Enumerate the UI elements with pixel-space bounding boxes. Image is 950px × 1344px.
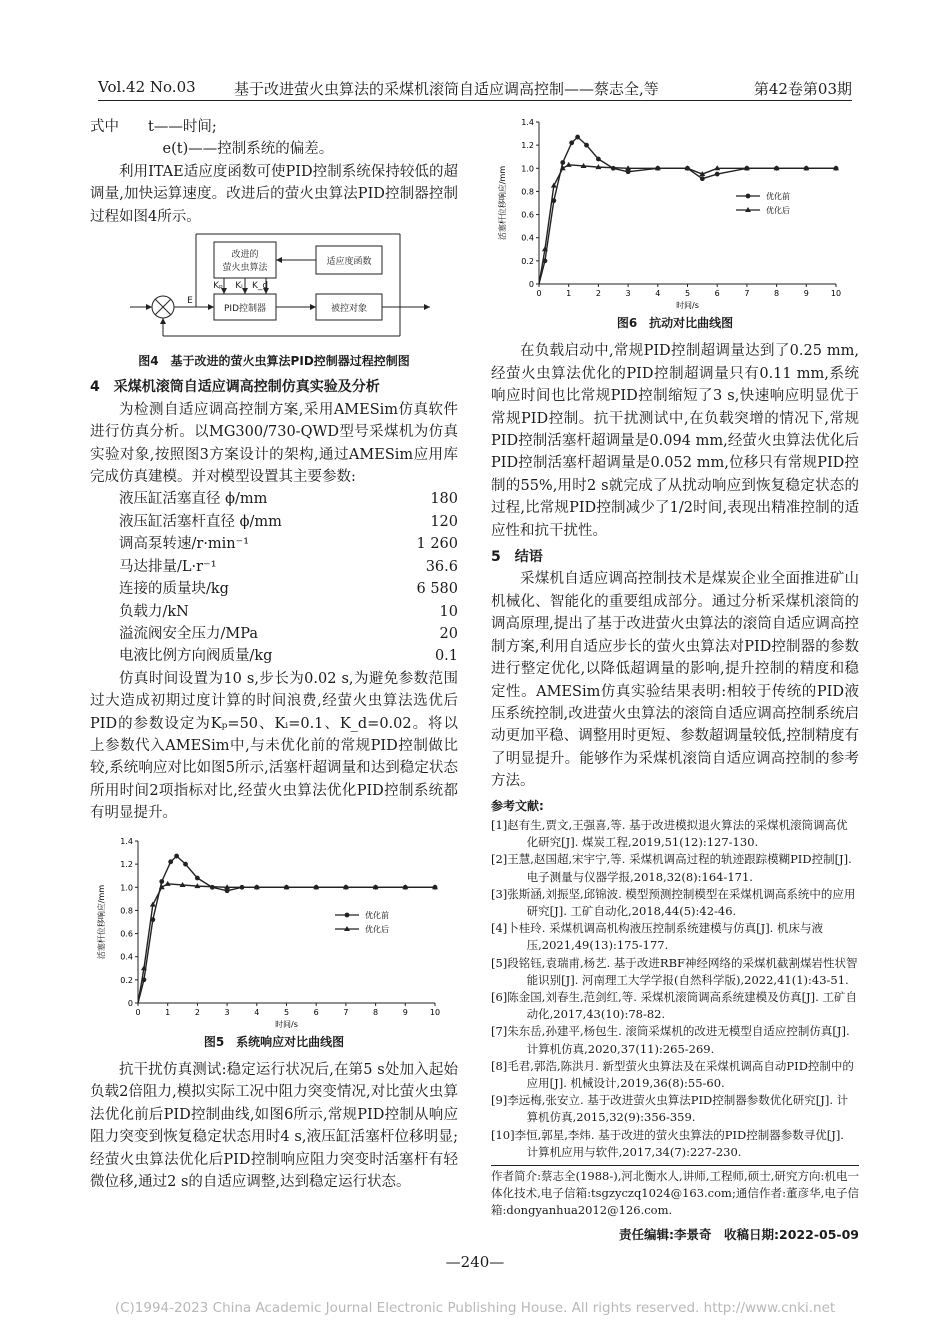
reference-item: [7]朱东岳,孙建平,杨包生. 滚筒采煤机的改进无模型自适应控制仿真[J]. 计算机仿真,2020,37(11):265-269. bbox=[491, 1024, 850, 1056]
x-tick-label: 4 bbox=[254, 1007, 260, 1017]
data-point-circle bbox=[569, 140, 574, 145]
parameter-value: 0.1 bbox=[434, 648, 458, 665]
right-column bbox=[491, 112, 859, 1246]
figure-5-chart bbox=[90, 831, 458, 1031]
paragraph-results: 在负载启动中,常规PID控制超调量达到了0.25 mm,经萤火虫算法优化的PID控制超调量只有0.11 mm,系统响应时间也比常规PID控制缩短了3 s,快速响应明显优于常规PID控制。抗干扰测试中,在负载突增的情况下,常规PID控制活塞杆超调量是0.094 mm,经萤火虫算法优化后PID控制活塞杆超调量是0.052 mm,位移只有常规PID控制的55%,用时2 s就完成了从扰动响应到恢复稳定状态的过程,比常规PID控制减少了1/2时间,表现出精准控制的适应性和抗干扰性。 bbox=[491, 343, 859, 539]
parameter-value: 1 260 bbox=[416, 536, 458, 553]
data-point-circle bbox=[174, 853, 179, 858]
header-volume: Vol.42 No.03 bbox=[98, 78, 196, 96]
figure-6-caption: 图6 抗动对比曲线图 bbox=[616, 316, 734, 330]
y-tick-label: 1.0 bbox=[521, 164, 534, 174]
parameter-row bbox=[90, 488, 458, 510]
parameter-value: 36.6 bbox=[425, 558, 458, 575]
reference-item: [10]李恒,郭星,李炜. 基于改进的萤火虫算法的PID控制器参数寻优[J]. 计算机应用与软件,2017,34(7):227-230. bbox=[491, 1127, 844, 1159]
fitness-label: 适应度函数 bbox=[326, 257, 372, 268]
legend-label: 优化前 bbox=[766, 192, 790, 201]
reference-item: [1]赵有生,贾文,王强喜,等. 基于改进模拟退火算法的采煤机滚筒调高优化研究[J]. 煤炭工程,2019,51(12):127-130. bbox=[491, 817, 848, 850]
parameter-name: 连接的质量块/kg bbox=[119, 581, 229, 598]
paragraph-amesim: 为检测自适应调高控制方案,采用AMESim仿真软件进行仿真分析。以MG300/730-QWD型号采煤机为仿真实验对象,按照图3方案设计的架构,通过AMESim应用库完成仿真建模。并对模型设置其主要参数: bbox=[90, 401, 458, 486]
error-label: E bbox=[187, 296, 193, 307]
legend-marker bbox=[345, 912, 350, 917]
y-tick-label: 1.2 bbox=[120, 859, 133, 869]
reference-item: [6]陈金国,刘春生,范剑红,等. 采煤机滚筒调高系统建模及仿真[J]. 工矿自动化,2017,43(10):78-82. bbox=[491, 989, 857, 1022]
y-axis-label: 活塞杆位移响应/mm bbox=[97, 884, 106, 959]
paragraph-disturbance: 抗干扰仿真测试:稳定运行状况后,在第5 s处加入起始负载2倍阻力,模拟实际工况中阻力突变情况,对比萤火虫算法优化前后PID控制曲线,如图6所示,常规PID控制从响应阻力突变到恢复稳定状态用时4 s,液压缸活塞杆位移明显;经萤火虫算法优化后PID控制响应阻力突变时活塞杆有轻微位移,通过2 s的自适应调整,达到稳定运行状态。 bbox=[90, 1061, 458, 1190]
parameter-name: 溢流阀安全压力/MPa bbox=[119, 625, 258, 642]
parameter-value: 180 bbox=[430, 491, 458, 508]
y-tick-label: 1.4 bbox=[120, 836, 133, 846]
data-point-circle bbox=[168, 859, 173, 864]
references-title: 参考文献: bbox=[491, 798, 544, 813]
data-point-circle bbox=[560, 160, 565, 165]
x-tick-label: 4 bbox=[655, 289, 661, 298]
y-tick-label: 0.4 bbox=[521, 233, 534, 243]
data-point-circle bbox=[195, 875, 200, 880]
reference-list bbox=[491, 817, 859, 1161]
figure-5-caption: 图5 系统响应对比曲线图 bbox=[203, 1034, 345, 1049]
y-tick-label: 0.8 bbox=[521, 187, 534, 197]
data-point-circle bbox=[159, 879, 164, 884]
x-tick-label: 0 bbox=[536, 289, 542, 298]
x-tick-label: 10 bbox=[429, 1007, 441, 1017]
y-tick-label: 0 bbox=[127, 998, 133, 1008]
reference-item: [5]段铭钰,袁瑞甫,杨艺. 基于改进RBF神经网络的采煤机截割煤岩性状智能识别[J]. 河南理工大学学报(自然科学版),2022,41(1):43-51. bbox=[491, 955, 858, 987]
section-5-heading: 5 结语 bbox=[491, 549, 543, 566]
kp-label: Kₚ bbox=[213, 281, 223, 292]
y-tick-label: 0 bbox=[528, 280, 534, 289]
paragraph-itae: 利用ITAE适应度函数可使PID控制系统保持较低的超调量,加快运算速度。改进后的萤火虫算法PID控制器控制过程如图4所示。 bbox=[90, 163, 458, 225]
legend-label: 优化前 bbox=[365, 910, 389, 920]
parameter-value: 6 580 bbox=[416, 581, 458, 598]
figure-6-chart bbox=[491, 112, 859, 312]
x-tick-label: 5 bbox=[283, 1007, 290, 1017]
y-tick-label: 1.4 bbox=[521, 118, 534, 127]
x-tick-label: 9 bbox=[803, 289, 809, 298]
plant-label: 被控对象 bbox=[330, 304, 368, 315]
x-tick-label: 1 bbox=[566, 289, 572, 298]
ki-label: Kᵢ bbox=[235, 281, 243, 292]
parameter-row bbox=[90, 578, 458, 600]
data-point-triangle bbox=[150, 901, 156, 906]
figure-4-diagram bbox=[90, 232, 458, 344]
y-tick-label: 0.2 bbox=[521, 256, 534, 266]
x-tick-label: 5 bbox=[684, 289, 691, 298]
editor-info: 责任编辑:李景奇 收稿日期:2022-05-09 bbox=[619, 1226, 859, 1242]
paragraph-simulation: 仿真时间设置为10 s,步长为0.02 s,为避免参数范围过大造成初期过度计算的时间浪费,经萤火虫算法选优后PID的参数设定为Kₚ=50、Kᵢ=0.1、K_d=0.02。将以上参数代入AMESim中,与未优化前的常规PID控制做比较,系统响应对比如图5所示,活塞杆超调量和达到稳定状态所用时间2项指标对比,经萤火虫算法优化PID控制系统都有明显提升。 bbox=[90, 670, 458, 822]
x-tick-label: 7 bbox=[744, 289, 750, 298]
definition-e: e(t)——控制系统的偏差。 bbox=[162, 141, 334, 158]
parameter-row bbox=[90, 623, 458, 645]
y-tick-label: 0.8 bbox=[120, 905, 133, 915]
left-column bbox=[90, 116, 458, 1193]
x-tick-label: 3 bbox=[625, 289, 631, 298]
parameter-value: 10 bbox=[439, 603, 458, 620]
legend-label: 优化后 bbox=[365, 924, 389, 934]
reference-item: [4]卜桂玲. 采煤机调高机构液压控制系统建模与仿真[J]. 机床与液压,2021,49(13):175-177. bbox=[491, 921, 823, 953]
x-tick-label: 6 bbox=[714, 289, 720, 298]
x-tick-label: 1 bbox=[165, 1007, 171, 1017]
legend-label: 优化后 bbox=[766, 206, 790, 215]
reference-item: [8]毛君,郭浩,陈洪月. 新型萤火虫算法及在采煤机调高自动PID控制中的应用[J]. 机械设计,2019,36(8):55-60. bbox=[491, 1058, 854, 1090]
data-point-circle bbox=[575, 135, 580, 140]
x-tick-label: 0 bbox=[135, 1007, 141, 1017]
ffa-label-2: 萤火虫算法 bbox=[222, 263, 268, 274]
parameter-name: 调高泵转速/r·min⁻¹ bbox=[119, 536, 250, 553]
parameter-row bbox=[90, 601, 458, 623]
header-title: 基于改进萤火虫算法的采煤机滚筒自适应调高控制——蔡志全,等 bbox=[234, 80, 659, 98]
x-tick-label: 9 bbox=[402, 1007, 408, 1017]
series-line-triangle bbox=[539, 165, 836, 284]
parameter-row bbox=[90, 511, 458, 533]
series-line-triangle bbox=[138, 883, 435, 1002]
parameter-name: 液压缸活塞杆直径 ϕ/mm bbox=[119, 513, 282, 530]
data-point-circle bbox=[596, 157, 601, 162]
parameter-list bbox=[90, 488, 458, 667]
parameter-name: 负载力/kN bbox=[119, 603, 189, 620]
y-tick-label: 1.0 bbox=[120, 882, 133, 892]
legend-marker bbox=[746, 194, 751, 199]
x-tick-label: 3 bbox=[224, 1007, 230, 1017]
paragraph-conclusion: 采煤机自适应调高控制技术是煤炭企业全面推进矿山机械化、智能化的重要组成部分。通过分析采煤机滚筒的调高原理,提出了基于改进萤火虫算法的滚筒自适应调高控制方案,利用自适应步长的萤火虫算法对PID控制器的参数进行整定优化,以降低超调量的影响,提升控制的精度和稳定性。AMESim仿真实验结果表明:相较于传统的PID液压系统控制,改进萤火虫算法的滚筒自适应调高控制系统启动更加平稳、调整用时更短、参数超调量较低,控制精度有了明显提升。能够作为采煤机滚筒自适应调高控制的参考方法。 bbox=[491, 571, 859, 790]
header-issue: 第42卷第03期 bbox=[753, 80, 852, 98]
parameter-name: 电液比例方向阀质量/kg bbox=[119, 648, 273, 665]
data-point-circle bbox=[715, 172, 720, 177]
parameter-row bbox=[90, 533, 458, 555]
data-point-circle bbox=[700, 176, 705, 181]
x-axis-label: 时间/s bbox=[275, 1019, 298, 1029]
y-tick-label: 0.6 bbox=[120, 929, 133, 939]
reference-item: [9]李远梅,张安立. 基于改进萤火虫算法PID控制器参数优化研究[J]. 计算机仿真,2015,32(9):356-359. bbox=[491, 1093, 849, 1125]
data-point-circle bbox=[584, 143, 589, 148]
parameter-value: 20 bbox=[439, 625, 458, 642]
running-header bbox=[98, 78, 852, 101]
x-axis-label: 时间/s bbox=[676, 301, 699, 310]
section-4-heading: 4 采煤机滚筒自适应调高控制仿真实验及分析 bbox=[90, 379, 380, 396]
parameter-row bbox=[90, 556, 458, 578]
series-line-circle bbox=[138, 856, 435, 1003]
x-tick-label: 8 bbox=[774, 289, 780, 298]
parameter-row bbox=[90, 645, 458, 667]
reference-item: [3]张斯涵,刘振坚,邱锦波. 模型预测控制模型在采煤机调高系统中的应用研究[J]. 工矿自动化,2018,44(5):42-46. bbox=[491, 886, 856, 918]
y-tick-label: 0.6 bbox=[521, 210, 534, 220]
ffa-label-1: 改进的 bbox=[231, 250, 259, 261]
y-axis-label: 活塞杆位移响应/mm bbox=[498, 165, 507, 241]
pid-label: PID控制器 bbox=[223, 304, 267, 315]
figure-4-caption: 图4 基于改进的萤火虫算法PID控制器过程控制图 bbox=[138, 354, 410, 369]
x-tick-label: 6 bbox=[313, 1007, 319, 1017]
x-tick-label: 7 bbox=[343, 1007, 349, 1017]
x-tick-label: 10 bbox=[830, 289, 842, 298]
reference-item: [2]王慧,赵国超,宋宇宁,等. 采煤机调高过程的轨迹跟踪模糊PID控制[J]. 电子测量与仪器学报,2018,32(8):164-171. bbox=[491, 852, 852, 884]
data-point-circle bbox=[183, 861, 188, 866]
copyright-footer: (C)1994-2023 China Academic Journal Electronic Publishing House. All rights reserved. http://www.cnki.net bbox=[114, 1300, 836, 1316]
y-tick-label: 0.4 bbox=[120, 952, 133, 962]
x-tick-label: 8 bbox=[373, 1007, 379, 1017]
x-tick-label: 2 bbox=[194, 1007, 200, 1017]
x-tick-label: 2 bbox=[595, 289, 601, 298]
definition-t: 式中 t——时间; bbox=[90, 119, 217, 135]
series-line-circle bbox=[539, 137, 836, 284]
author-info: 作者简介:蔡志全(1988-),河北衡水人,讲师,工程师,硕士,研究方向:机电一体化技术,电子信箱:tsgzyczq1024@163.com;通信作者:董彦华,电子信箱:dongyanhua2012@126.com. bbox=[491, 1165, 859, 1220]
y-tick-label: 1.2 bbox=[521, 141, 534, 151]
kd-label: K_d bbox=[251, 281, 269, 292]
parameter-value: 120 bbox=[430, 513, 458, 530]
page-number: —240— bbox=[445, 1253, 505, 1271]
parameter-name: 液压缸活塞直径 ϕ/mm bbox=[119, 491, 268, 508]
data-point-triangle bbox=[551, 183, 557, 188]
parameter-name: 马达排量/L·r⁻¹ bbox=[119, 558, 217, 575]
y-tick-label: 0.2 bbox=[120, 975, 133, 985]
